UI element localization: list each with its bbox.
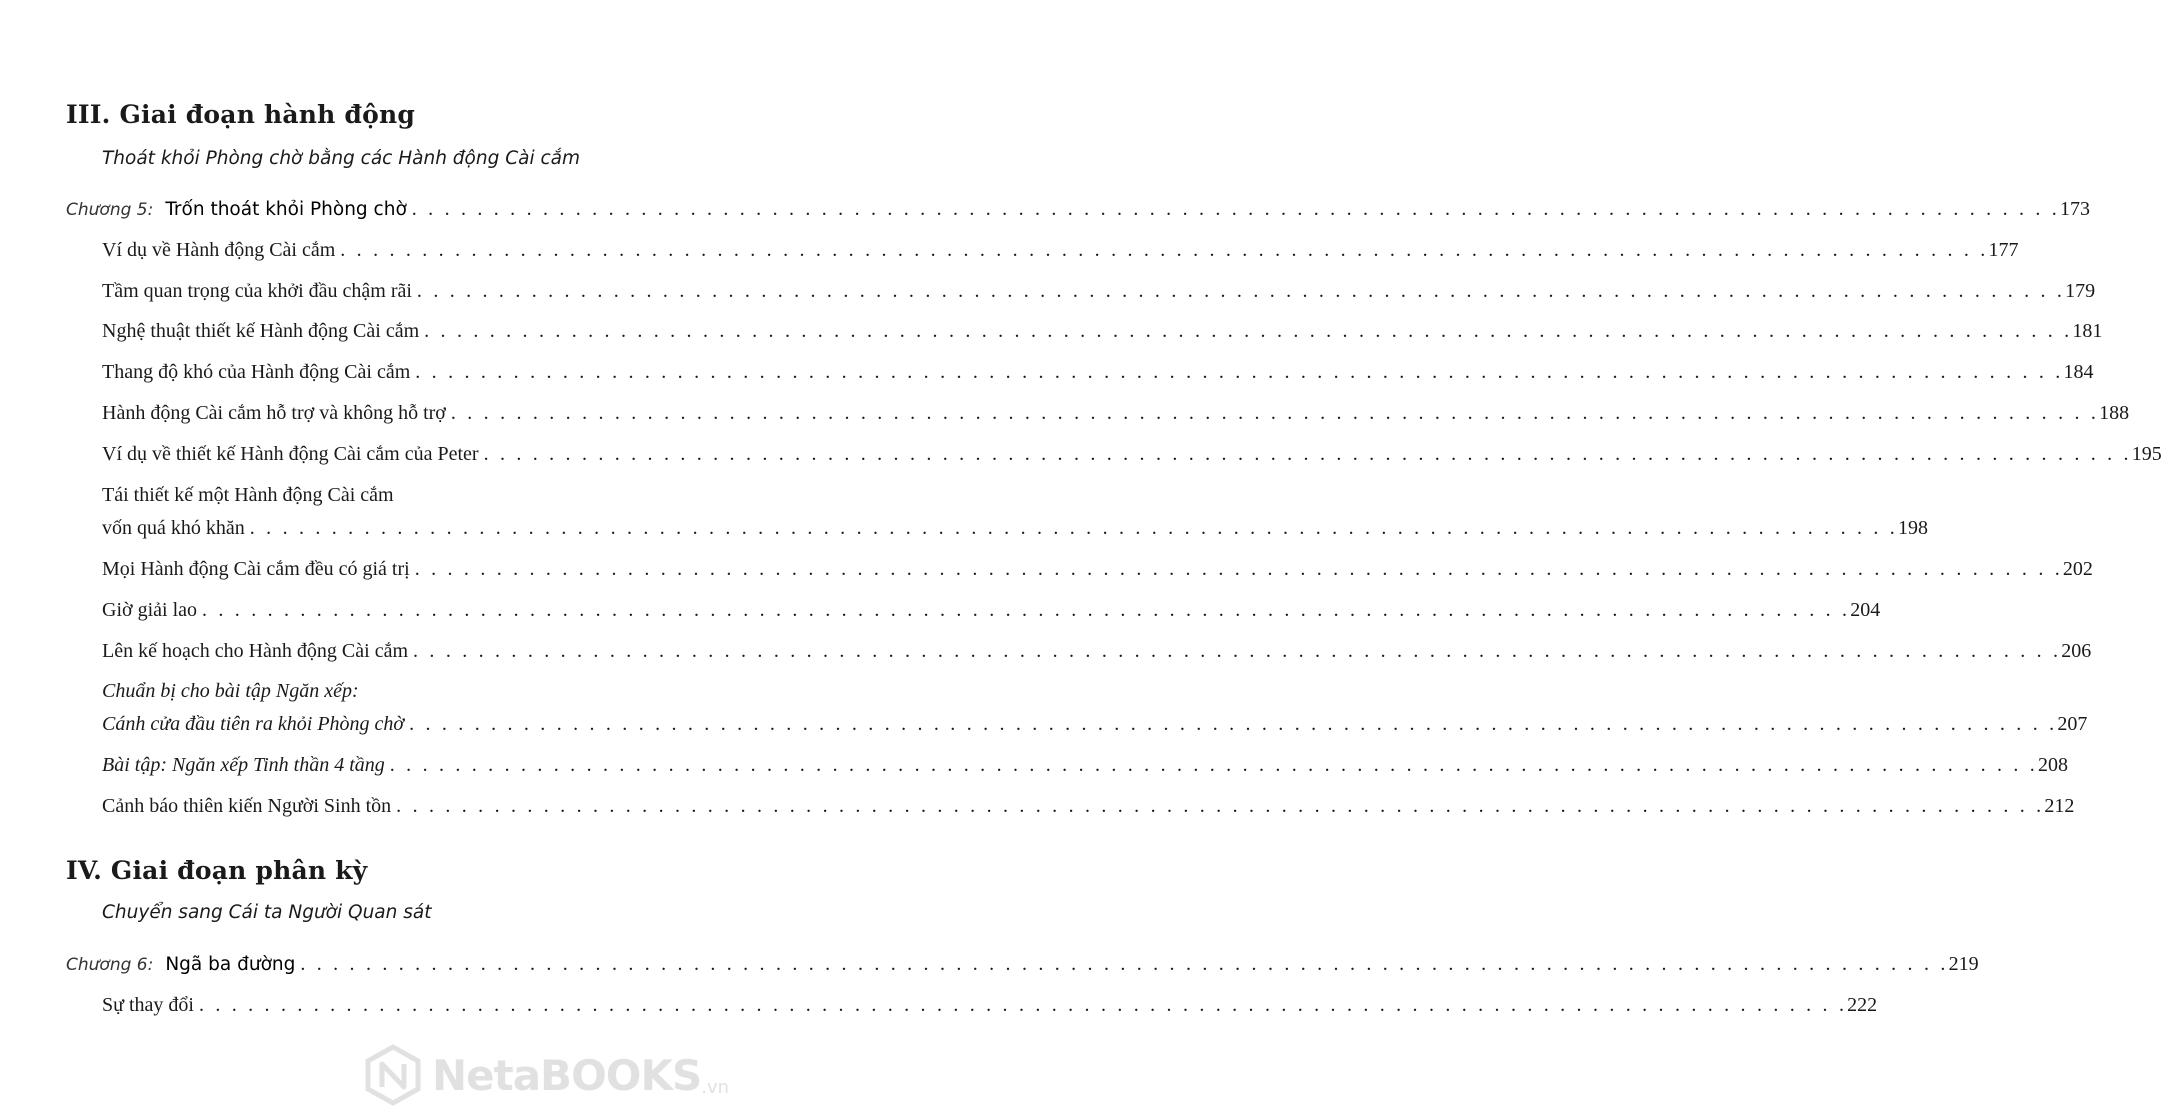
toc-entry[interactable]: [102, 558, 2093, 581]
chapter-5-label: Chương 5:: [66, 200, 154, 220]
toc-entry[interactable]: [102, 239, 2019, 262]
toc-entry-text: Cảnh báo thiên kiến Người Sinh tồn: [102, 795, 392, 817]
toc-entry-page: 222: [1847, 994, 1878, 1016]
toc-entry-page: 198: [1897, 517, 1928, 539]
watermark-brand: NetaBOOKS: [432, 1050, 702, 1100]
toc-entry-text: Hành động Cài cắm hỗ trợ và không hỗ trợ: [102, 402, 446, 424]
toc-entry[interactable]: [102, 795, 2075, 818]
chapter-5-line[interactable]: [66, 198, 2090, 221]
toc-entry-page: 204: [1850, 599, 1881, 621]
leader-dots: [295, 953, 1948, 976]
toc-entry-page: 181: [2072, 320, 2103, 342]
toc-entry[interactable]: [102, 443, 2162, 466]
chapter-6-title: Ngã ba đường: [165, 954, 296, 975]
leader-dots: [479, 443, 2132, 466]
toc-entry[interactable]: [102, 713, 2088, 736]
chapter-5-title: Trốn thoát khỏi Phòng chờ: [165, 199, 407, 220]
leader-dots: [408, 640, 2061, 663]
leader-dots: [404, 713, 2057, 736]
toc-entry-text: vốn quá khó khăn: [102, 517, 245, 539]
toc-entry-text: Ví dụ về Hành động Cài cắm: [102, 239, 336, 261]
part-4-title: IV. Giai đoạn phân kỳ: [66, 856, 368, 885]
toc-entry-page: 207: [2057, 713, 2088, 735]
netabooks-logo-icon: [362, 1044, 424, 1106]
chapter-6-page: 219: [1948, 953, 1979, 975]
toc-entry-first-line[interactable]: Tái thiết kế một Hành động Cài cắm: [102, 484, 394, 506]
leader-dots: [419, 320, 2072, 343]
part-3-subtitle: Thoát khỏi Phòng chờ bằng các Hành động Cài cắm: [102, 148, 581, 169]
watermark-suffix: .vn: [701, 1077, 730, 1098]
leader-dots: [194, 994, 1847, 1017]
leader-dots: [197, 599, 1850, 622]
toc-entry-text: Tầm quan trọng của khởi đầu chậm rãi: [102, 280, 412, 302]
chapter-6-label: Chương 6:: [66, 955, 154, 975]
leader-dots: [407, 198, 2060, 221]
leader-dots: [335, 239, 1988, 262]
toc-entry-page: 184: [2063, 361, 2094, 383]
toc-entry-text: Bài tập: Ngăn xếp Tinh thần 4 tầng: [102, 754, 385, 776]
toc-entry[interactable]: [102, 361, 2094, 384]
leader-dots: [391, 795, 2044, 818]
toc-entry[interactable]: [102, 599, 1881, 622]
chapter-6-line[interactable]: [66, 953, 1979, 976]
toc-entry-page: 195: [2131, 443, 2162, 465]
part-3-title: III. Giai đoạn hành động: [66, 100, 416, 129]
toc-entry-page: 212: [2044, 795, 2075, 817]
toc-entry-text: Lên kế hoạch cho Hành động Cài cắm: [102, 640, 409, 662]
toc-entry-text: Giờ giải lao: [102, 599, 197, 621]
toc-entry-page: 208: [2037, 754, 2068, 776]
toc-entry-text: Mọi Hành động Cài cắm đều có giá trị: [102, 558, 410, 580]
toc-entry-page: 179: [2065, 280, 2096, 302]
toc-entry-text: Ví dụ về thiết kế Hành động Cài cắm của Peter: [102, 443, 479, 465]
toc-entry[interactable]: [102, 402, 2130, 425]
leader-dots: [410, 558, 2063, 581]
toc-entry-first-line[interactable]: Chuẩn bị cho bài tập Ngăn xếp:: [102, 680, 359, 702]
toc-entry-page: 177: [1988, 239, 2019, 261]
leader-dots: [446, 402, 2099, 425]
toc-entry-page: 206: [2061, 640, 2092, 662]
leader-dots: [412, 280, 2065, 303]
part-4-subtitle: Chuyển sang Cái ta Người Quan sát: [102, 902, 432, 923]
toc-entry[interactable]: [102, 640, 2092, 663]
toc-entry-text: Sự thay đổi: [102, 994, 194, 1016]
netabooks-watermark: [362, 1044, 729, 1106]
leader-dots: [245, 517, 1898, 540]
toc-entry[interactable]: [102, 280, 2096, 303]
toc-entry-text: Thang độ khó của Hành động Cài cắm: [102, 361, 411, 383]
toc-entry[interactable]: [102, 754, 2068, 777]
leader-dots: [410, 361, 2063, 384]
toc-entry-text: Nghệ thuật thiết kế Hành động Cài cắm: [102, 320, 420, 342]
chapter-5-page: 173: [2059, 198, 2090, 220]
toc-entry-page: 202: [2062, 558, 2093, 580]
toc-entry-text: Cánh cửa đầu tiên ra khỏi Phòng chờ: [102, 713, 405, 735]
toc-entry[interactable]: [102, 517, 1928, 540]
toc-entry-page: 188: [2099, 402, 2130, 424]
leader-dots: [385, 754, 2038, 777]
toc-entry[interactable]: [102, 994, 1878, 1017]
toc-entry[interactable]: [102, 320, 2103, 343]
